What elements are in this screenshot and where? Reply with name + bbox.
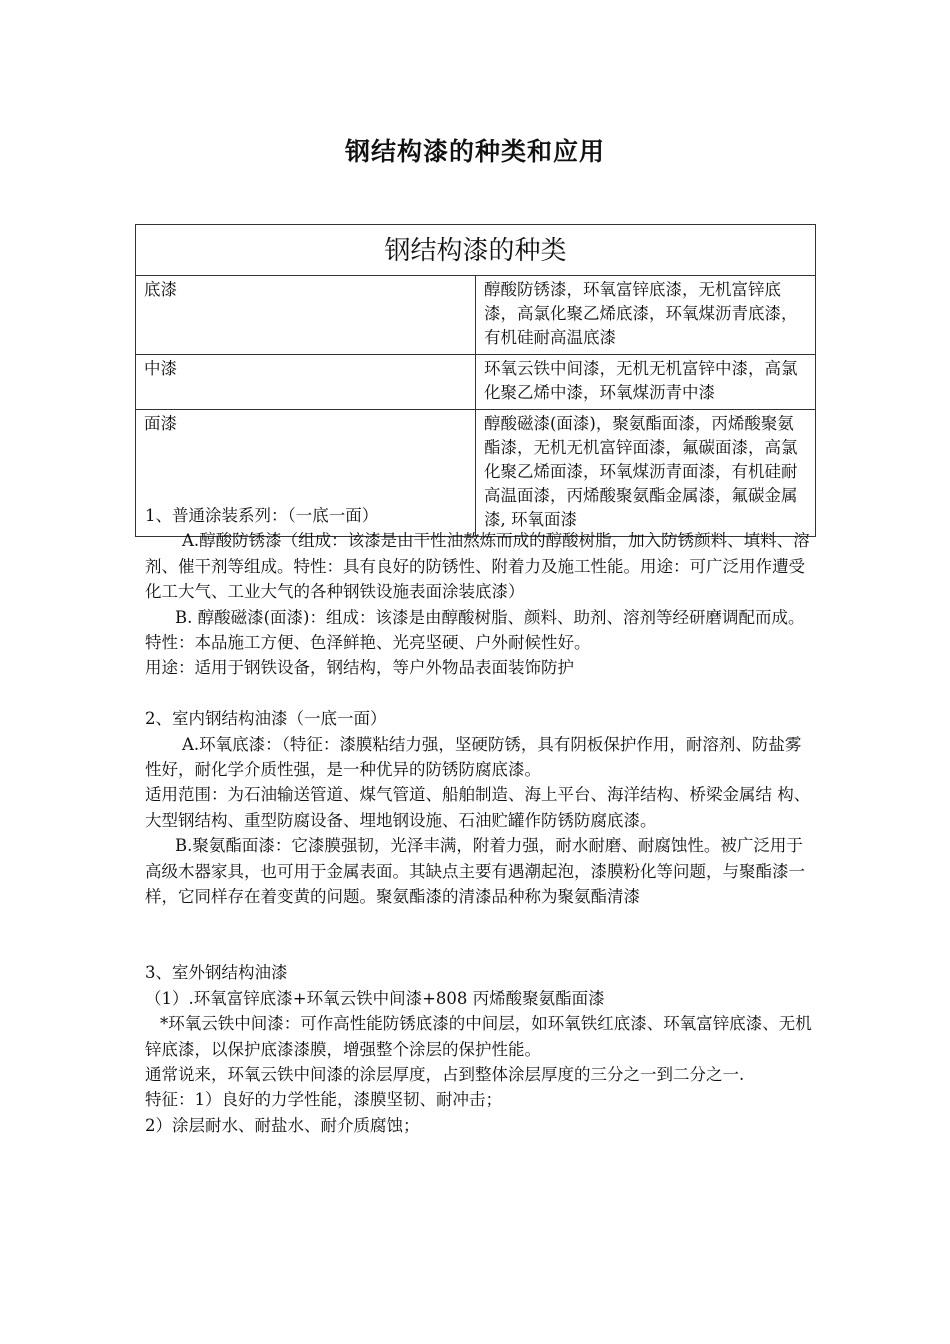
row-content-middle: 环氧云铁中间漆，无机无机富锌中漆，高氯化聚乙烯中漆，环氧煤沥青中漆 xyxy=(476,355,816,410)
section-2-heading: 2、室内钢结构油漆（一底一面） xyxy=(145,709,387,729)
document-title: 钢结构漆的种类和应用 xyxy=(344,137,605,166)
row-content-topcoat: 醇酸磁漆(面漆)，聚氨酯面漆，丙烯酸聚氨酯漆，无机无机富锌面漆，氟碳面漆，高氯化聚乙烯面漆，环氧煤沥青面漆，有机硅耐高温面漆，丙烯酸聚氨酯金属漆，氟碳金属漆, 环氧面漆 xyxy=(476,410,816,537)
section-3-paragraph: 特征：1）良好的力学性能，漆膜坚韧、耐冲击； xyxy=(145,1090,502,1110)
table-row xyxy=(136,355,816,410)
section-1-paragraph: 特性：本品施工方便、色泽鲜艳、光亮坚硬、户外耐候性好。 xyxy=(145,633,591,653)
section-3-paragraph: 通常说来，环氧云铁中间漆的涂层厚度，占到整体涂层厚度的三分之一到二分之一. xyxy=(145,1064,745,1084)
row-content-primer: 醇酸防锈漆，环氧富锌底漆，无机富锌底漆，高氯化聚乙烯底漆，环氧煤沥青底漆，有机硅耐高温底漆 xyxy=(476,276,816,355)
section-3-paragraph: *环氧云铁中间漆：可作高性能防锈底漆的中间层，如环氧铁红底漆、环氧富锌底漆、无机锌底漆，以保护底漆漆膜，增强整个涂层的保护性能。 xyxy=(145,1014,812,1059)
row-label-middle: 中漆 xyxy=(136,355,476,410)
table-header: 钢结构漆的种类 xyxy=(136,225,816,276)
section-2-paragraph: A.环氧底漆：（特征：漆膜粘结力强，坚硬防锈，具有阴板保护作用，耐溶剂、防盐雾性好，耐化学介质性强，是一种优异的防锈防腐底漆。 xyxy=(145,734,802,780)
section-2-paragraph: B.聚氨酯面漆：它漆膜强韧，光泽丰满，附着力强，耐水耐磨、耐腐蚀性。被广泛用于高级木器家具，也可用于金属表面。其缺点主要有遇潮起泡，漆膜粉化等问题，与聚酯漆一样，它同样存在着变黄的问题。聚氨酯漆的清漆品种称为聚氨酯清漆 xyxy=(145,836,805,907)
section-3-paragraph: 2）涂层耐水、耐盐水、耐介质腐蚀； xyxy=(145,1115,420,1135)
table-row xyxy=(136,276,816,355)
section-1-paragraph: B. 醇酸磁漆(面漆)：组成：该漆是由醇酸树脂、颜料、助剂、溶剂等经研磨调配而成。 xyxy=(175,607,805,627)
section-2-paragraph: 适用范围：为石油输送管道、煤气管道、船舶制造、海上平台、海洋结构、桥梁金属结 构、大型钢结构、重型防腐设备、埋地钢设施、石油贮罐作防锈防腐底漆。 xyxy=(145,785,811,830)
section-1-paragraph: 用途：适用于钢铁设备，钢结构，等户外物品表面装饰防护 xyxy=(145,658,574,678)
document-body xyxy=(145,503,815,1138)
section-3-paragraph: （1）.环氧富锌底漆+环氧云铁中间漆+808 丙烯酸聚氨酯面漆 xyxy=(145,988,605,1008)
row-label-topcoat: 面漆 xyxy=(136,410,476,537)
section-1-paragraph: A.醇酸防锈漆（组成：该漆是由干性油熬炼而成的醇酸树脂，加入防锈颜料、填料、溶剂、催干剂等组成。特性：具有良好的防锈性、附着力及施工性能。用途：可广泛用作遭受化工大气、工业大气的各种钢铁设施表面涂装底漆） xyxy=(145,531,810,602)
section-1-heading: 1、普通涂装系列：（一底一面） xyxy=(145,506,379,525)
spacer xyxy=(145,681,815,706)
row-label-primer: 底漆 xyxy=(136,276,476,355)
paint-types-table xyxy=(135,224,816,537)
section-3-heading: 3、室外钢结构油漆 xyxy=(145,963,288,983)
table-header-row xyxy=(136,225,816,276)
spacer xyxy=(145,909,815,960)
